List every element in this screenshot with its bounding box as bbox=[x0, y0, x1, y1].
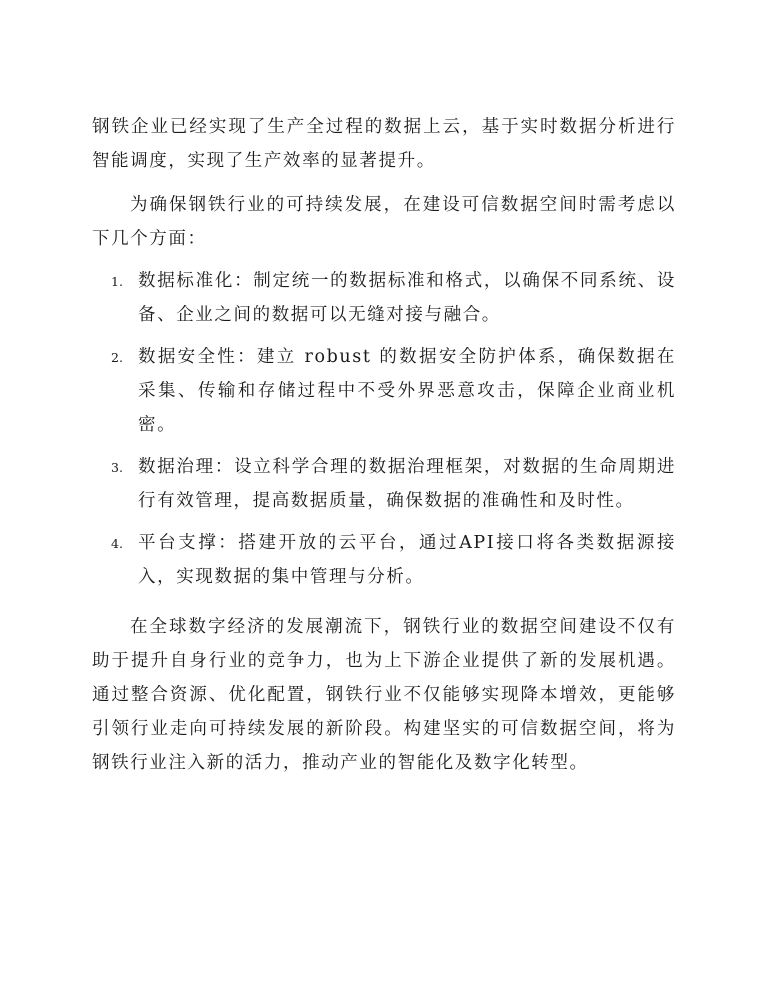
closing-paragraph: 在全球数字经济的发展潮流下，钢铁行业的数据空间建设不仅有助于提升自身行业的竞争力，也为上下游企业提供了新的发展机遇。通过整合资源、优化配置，钢铁行业不仅能够实现降本增效，更能够引领行业走向可持续发展的新阶段。构建坚实的可信数据空间，将为钢铁行业注入新的活力，推动产业的智能化及数字化转型。 bbox=[92, 617, 676, 773]
list-item bbox=[92, 450, 676, 518]
list-item-text: 数据标准化：制定统一的数据标准和格式，以确保不同系统、设备、企业之间的数据可以无缝对接与融合。 bbox=[138, 271, 676, 325]
list-item-text: 平台支撑：搭建开放的云平台，通过API接口将各类数据源接入，实现数据的集中管理与分析。 bbox=[138, 533, 676, 587]
list-number: 1. bbox=[111, 274, 123, 289]
considerations-list bbox=[92, 264, 676, 594]
list-number: 4. bbox=[111, 536, 123, 551]
list-number: 3. bbox=[111, 460, 123, 475]
list-number: 2. bbox=[111, 350, 123, 365]
list-item bbox=[92, 340, 676, 442]
intro-paragraph: 钢铁企业已经实现了生产全过程的数据上云，基于实时数据分析进行智能调度，实现了生产效率的显著提升。 bbox=[92, 117, 676, 171]
list-item-text: 数据治理：设立科学合理的数据治理框架，对数据的生命周期进行有效管理，提高数据质量，确保数据的准确性和及时性。 bbox=[138, 457, 676, 511]
document-page bbox=[92, 110, 676, 780]
list-item bbox=[92, 526, 676, 594]
lead-paragraph: 为确保钢铁行业的可持续发展，在建设可信数据空间时需考虑以下几个方面： bbox=[92, 195, 676, 249]
list-item-text: 数据安全性：建立 robust 的数据安全防护体系，确保数据在采集、传输和存储过程中不受外界恶意攻击，保障企业商业机密。 bbox=[138, 347, 676, 435]
list-item bbox=[92, 264, 676, 332]
